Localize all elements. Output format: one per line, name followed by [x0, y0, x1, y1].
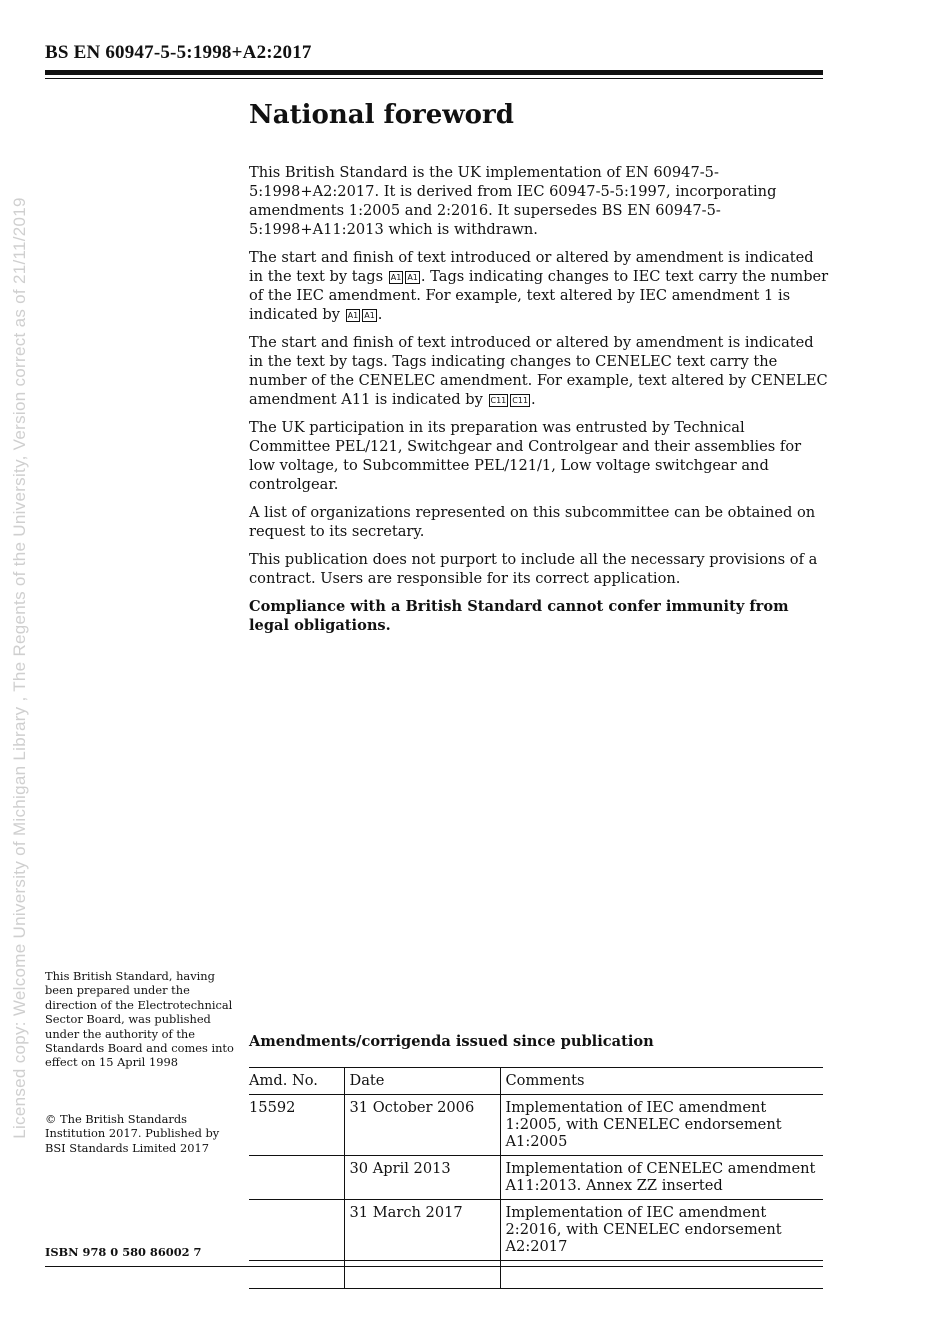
cell-amd-no: [249, 1261, 344, 1289]
table-row: [249, 1200, 823, 1261]
paragraph-compliance: Compliance with a British Standard cannot confer immunity from legal obligations.: [249, 598, 789, 634]
column-header-amd-no: Amd. No.: [249, 1068, 344, 1095]
table-row: [249, 1156, 823, 1200]
header-rule-thick: [45, 70, 823, 75]
c11-close-tag-icon: C11: [512, 396, 529, 405]
a1-close-tag-icon: A1: [364, 311, 375, 320]
footer-rule: [45, 1266, 823, 1267]
cell-amd-no: [249, 1200, 344, 1261]
page-title: National foreword: [249, 100, 514, 130]
cell-date: 31 October 2006: [344, 1095, 500, 1156]
isbn: ISBN 978 0 580 86002 7: [45, 1245, 202, 1259]
cell-comments: Implementation of IEC amendment 1:2005, with CENELEC endorsement A1:2005: [500, 1095, 823, 1156]
document-id: BS EN 60947-5-5:1998+A2:2017: [45, 42, 312, 63]
paragraph-iec-tags: The start and finish of text introduced or altered by amendment is indicated in the text by tags A1 A1 . Tags indicating changes to IEC text carry the number of the IEC amendment. For example, text altered by IEC amendment 1 is indicated by A1 A1 .: [249, 249, 829, 323]
copyright-notice: © The British Standards Institution 2017. Published by BSI Standards Limited 2017: [45, 1112, 220, 1155]
a1-close-tag-icon: A1: [407, 273, 418, 282]
foreword-body: [249, 163, 829, 644]
header-rule-thin: [45, 78, 823, 79]
a1-open-tag-icon: A1: [390, 273, 402, 282]
c11-open-tag-icon: C11: [490, 396, 507, 405]
paragraph-contract: This publication does not purport to include all the necessary provisions of a contract. Users are responsible for its correct application.: [249, 551, 818, 587]
table-row: [249, 1261, 823, 1289]
cell-amd-no: 15592: [249, 1095, 344, 1156]
cell-date: [344, 1261, 500, 1289]
column-header-date: Date: [344, 1068, 500, 1095]
paragraph-organizations: A list of organizations represented on this subcommittee can be obtained on request to its secretary.: [249, 504, 816, 540]
cell-amd-no: [249, 1156, 344, 1200]
cell-comments: Implementation of CENELEC amendment A11:2013. Annex ZZ inserted: [500, 1156, 823, 1200]
table-row: [249, 1095, 823, 1156]
publication-sidenote: This British Standard, having been prepared under the direction of the Electrotechnical Sector Board, was published under the authority of the Standards Board and comes into effect on 15 April 1998: [45, 969, 234, 1070]
column-header-comments: Comments: [500, 1068, 823, 1095]
paragraph-implementation: This British Standard is the UK implementation of EN 60947-5-5:1998+A2:2017. It is derived from IEC 60947-5-5:1997, incorporating amendments 1:2005 and 2:2016. It supersedes BS EN 60947-5-5:1998+A11:2013 which is withdrawn.: [249, 164, 777, 238]
amendments-title: Amendments/corrigenda issued since publication: [249, 1033, 654, 1050]
a1-open-tag-icon: A1: [347, 311, 359, 320]
amendments-table: [249, 1067, 823, 1289]
cell-date: 31 March 2017: [344, 1200, 500, 1261]
license-watermark: Licensed copy: Welcome University of Michigan Library , The Regents of the University, Version correct as of 21/11/2019: [10, 197, 29, 1139]
cell-comments: [500, 1261, 823, 1289]
paragraph-cenelec-tags: The start and finish of text introduced or altered by amendment is indicated in the text by tags. Tags indicating changes to CENELEC text carry the number of the CENELEC amendment. For example, text altered by CENELEC amendment A11 is indicated by C11 C11 .: [249, 334, 828, 408]
cell-comments: Implementation of IEC amendment 2:2016, with CENELEC endorsement A2:2017: [500, 1200, 823, 1261]
cell-date: 30 April 2013: [344, 1156, 500, 1200]
table-header-row: [249, 1068, 823, 1095]
paragraph-participation: The UK participation in its preparation was entrusted by Technical Committee PEL/121, Switchgear and Controlgear and their assemblies for low voltage, to Subcommittee PEL/121/1, Low voltage switchgear and controlgear.: [249, 419, 802, 493]
